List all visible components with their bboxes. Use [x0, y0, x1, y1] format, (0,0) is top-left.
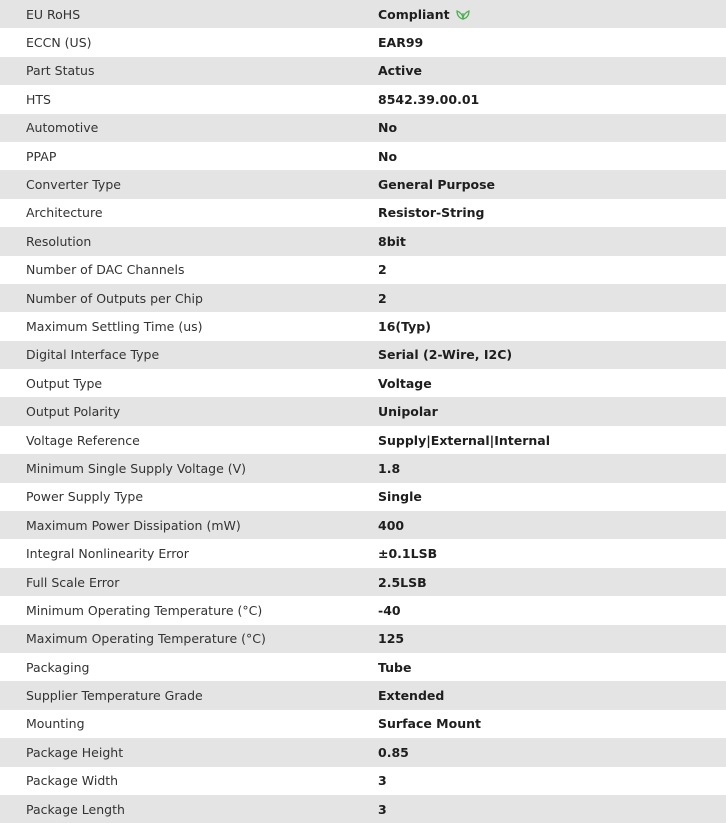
spec-label: Package Height [26, 744, 124, 760]
spec-label: Maximum Power Dissipation (mW) [26, 517, 241, 533]
spec-value-cell [378, 568, 726, 596]
table-row [0, 28, 726, 56]
spec-label: Maximum Operating Temperature (°C) [26, 631, 266, 647]
table-row [0, 710, 726, 738]
spec-label: Mounting [26, 716, 85, 732]
spec-value-cell [378, 170, 726, 198]
spec-label: Package Width [26, 773, 119, 789]
spec-value-cell [378, 114, 726, 142]
spec-label: PPAP [26, 148, 57, 164]
table-row [0, 767, 726, 795]
table-row [0, 85, 726, 113]
spec-value-cell [378, 454, 726, 482]
table-row [0, 596, 726, 624]
spec-value-cell [378, 256, 726, 284]
spec-value: 16(Typ) [378, 318, 431, 334]
spec-label: Architecture [26, 205, 103, 221]
spec-label: Number of DAC Channels [26, 262, 185, 278]
spec-value-cell [378, 795, 726, 823]
spec-value-cell [378, 57, 726, 85]
spec-label: Voltage Reference [26, 432, 140, 448]
spec-value: No [378, 148, 398, 164]
spec-value: Compliant [378, 6, 450, 22]
spec-value-cell [378, 738, 726, 766]
spec-value: 2 [378, 290, 387, 306]
spec-value: Resistor-String [378, 205, 485, 221]
spec-value: 2.5LSB [378, 574, 427, 590]
spec-value: 8542.39.00.01 [378, 91, 480, 107]
spec-label: Output Polarity [26, 404, 121, 420]
table-row [0, 369, 726, 397]
table-row [0, 341, 726, 369]
table-row [0, 681, 726, 709]
table-row [0, 795, 726, 823]
spec-label: Automotive [26, 120, 99, 136]
spec-label: Converter Type [26, 177, 121, 193]
spec-value-cell [378, 28, 726, 56]
spec-value-cell [378, 681, 726, 709]
spec-value: Voltage [378, 375, 432, 391]
table-row [0, 312, 726, 340]
table-row [0, 653, 726, 681]
spec-label: Supplier Temperature Grade [26, 688, 203, 704]
spec-value-cell [378, 85, 726, 113]
spec-label: Minimum Single Supply Voltage (V) [26, 460, 247, 476]
spec-value: -40 [378, 602, 401, 618]
table-row [0, 142, 726, 170]
table-row [0, 511, 726, 539]
spec-value: 8bit [378, 233, 406, 249]
spec-value: 3 [378, 801, 387, 817]
spec-value: Supply|External|Internal [378, 432, 550, 448]
table-row [0, 199, 726, 227]
table-row [0, 568, 726, 596]
spec-value-cell [378, 767, 726, 795]
table-row [0, 227, 726, 255]
spec-value: 0.85 [378, 744, 409, 760]
table-row [0, 539, 726, 567]
spec-value: Extended [378, 688, 445, 704]
table-row [0, 625, 726, 653]
spec-label: Power Supply Type [26, 489, 144, 505]
spec-value: General Purpose [378, 177, 496, 193]
table-row [0, 256, 726, 284]
spec-value-cell [378, 596, 726, 624]
spec-label: ECCN (US) [26, 35, 92, 51]
spec-label: Number of Outputs per Chip [26, 290, 203, 306]
spec-value: Single [378, 489, 422, 505]
spec-label: Maximum Settling Time (us) [26, 318, 203, 334]
spec-value: Tube [378, 659, 412, 675]
table-row [0, 483, 726, 511]
table-row [0, 114, 726, 142]
spec-value: Serial (2-Wire, I2C) [378, 347, 513, 363]
spec-label: Package Length [26, 801, 125, 817]
spec-value: Active [378, 63, 422, 79]
spec-value: ±0.1LSB [378, 546, 438, 562]
spec-label: Full Scale Error [26, 574, 120, 590]
table-row [0, 57, 726, 85]
spec-label: EU RoHS [26, 6, 81, 22]
spec-value-cell [378, 284, 726, 312]
spec-label: Integral Nonlinearity Error [26, 546, 189, 562]
spec-value: Unipolar [378, 404, 438, 420]
table-row [0, 284, 726, 312]
spec-value-cell [378, 625, 726, 653]
spec-label: Part Status [26, 63, 95, 79]
spec-value-cell [378, 227, 726, 255]
table-row [0, 397, 726, 425]
spec-value: 3 [378, 773, 387, 789]
table-row [0, 0, 726, 28]
spec-value: EAR99 [378, 35, 424, 51]
spec-value: 125 [378, 631, 405, 647]
spec-value-cell [378, 483, 726, 511]
spec-value-cell [378, 0, 726, 28]
spec-label: Resolution [26, 233, 92, 249]
spec-value: 2 [378, 262, 387, 278]
spec-label: HTS [26, 91, 51, 107]
spec-label: Digital Interface Type [26, 347, 160, 363]
spec-value-cell [378, 653, 726, 681]
table-row [0, 454, 726, 482]
table-row [0, 426, 726, 454]
spec-label: Packaging [26, 659, 90, 675]
spec-value-cell [378, 710, 726, 738]
spec-value-cell [378, 539, 726, 567]
spec-value-cell [378, 426, 726, 454]
spec-value-cell [378, 199, 726, 227]
spec-value-cell [378, 312, 726, 340]
spec-value: 1.8 [378, 460, 401, 476]
leaf-icon [456, 8, 470, 20]
spec-value-cell [378, 142, 726, 170]
spec-value-cell [378, 369, 726, 397]
spec-value: Surface Mount [378, 716, 481, 732]
spec-value: 400 [378, 517, 405, 533]
spec-value-cell [378, 397, 726, 425]
spec-value-cell [378, 511, 726, 539]
spec-value: No [378, 120, 398, 136]
spec-value-cell [378, 341, 726, 369]
table-row [0, 738, 726, 766]
spec-label: Output Type [26, 375, 103, 391]
table-row [0, 170, 726, 198]
spec-label: Minimum Operating Temperature (°C) [26, 602, 263, 618]
